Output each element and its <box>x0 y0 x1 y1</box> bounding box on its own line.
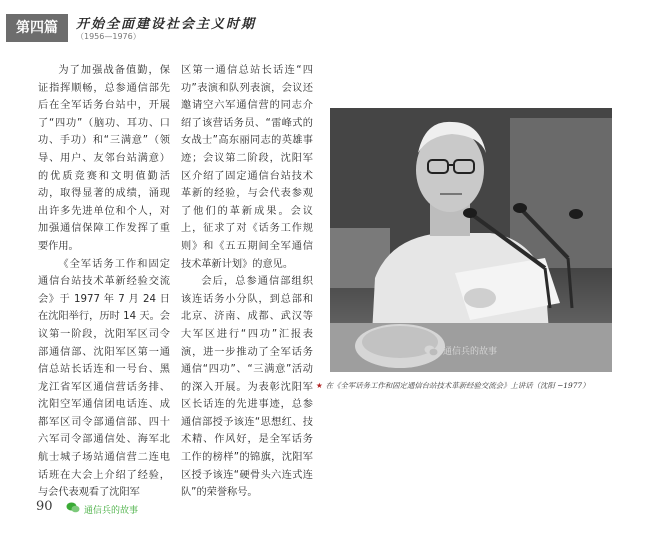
photo-watermark <box>424 344 497 357</box>
paragraph: 区第一通信总站长话连“四功”表演和队列表演，会议还邀请空六军通信营的同志介绍了该营话务员、“雷峰式的女战士”高东丽同志的英雄事迹；会议第二阶段，沈阳军区介绍了固定通信台站技术革新的经验，与会代表参观了他们的革新成果。会议上，征求了对《话务工作规则》和《五五期间全军通信技术革新计划》的意见。 <box>181 65 313 270</box>
page-header <box>0 0 650 50</box>
paragraph: 会后，总参通信部组织该连话务小分队，到总部和北京、济南、成都、武汉等大军区进行“四功”汇报表演，进一步推动了全军话务通信“四功”、“三满意”活动的深入开展。为表彰沈阳军区长话连的先进事迹，总参通信部授予该连“思想红、技术精、作风好，是全军话务工作的榜样”的锦旗，沈阳军区授予该连“硬骨头六连式连队”的荣誉称号。 <box>181 276 313 499</box>
caption-text: 在《全军话务工作和固定通信台站技术革新经验交流会》上讲话（沈阳 −1977） <box>325 381 590 390</box>
photo-caption <box>316 381 636 391</box>
part-tag: 第四篇 <box>6 14 68 42</box>
star-icon: ★ <box>316 381 323 390</box>
paragraph: 《全军话务工作和固定通信台站技术革新经验交流会》于 1977 年 7 月 24 日在沈阳举行，历时 14 天。会议第一阶段，沈阳军区司令部通信部、沈阳军区第一通信总站长话连和一号台、黑龙江省军区通信营话务排、沈阳空军通信团电话连、成都军区司令部通信部、四十六军司令部通信处、海军北航士城子场站通信营二连电话班在大会上介绍了经验，与会代表观看了沈阳军 <box>38 258 170 499</box>
footer-brand <box>66 502 138 516</box>
era-years: （1956—1976） <box>76 32 141 41</box>
era-title: 开始全面建设社会主义时期 <box>76 17 257 32</box>
paragraph: 为了加强战备值勤，保证指挥顺畅，总参通信部先后在全军话务台站中，开展了“四功”（脑功、耳功、口功、手功）和“三满意”（领导、用户、友邻台站满意）的优质竞赛和文明值勤活动，取得显著的成绩，涌现出许多先进单位和个人，对加强通信保障工作发挥了重要作用。 <box>38 65 170 252</box>
watermark-text: 通信兵的故事 <box>443 347 498 357</box>
wechat-icon <box>424 345 438 356</box>
wechat-icon <box>66 502 80 516</box>
text-column-middle <box>181 62 313 502</box>
page-number: 90 <box>36 499 53 514</box>
text-column-left <box>38 62 170 502</box>
brand-text: 通信兵的故事 <box>84 505 139 516</box>
speaker-photo <box>330 108 612 372</box>
